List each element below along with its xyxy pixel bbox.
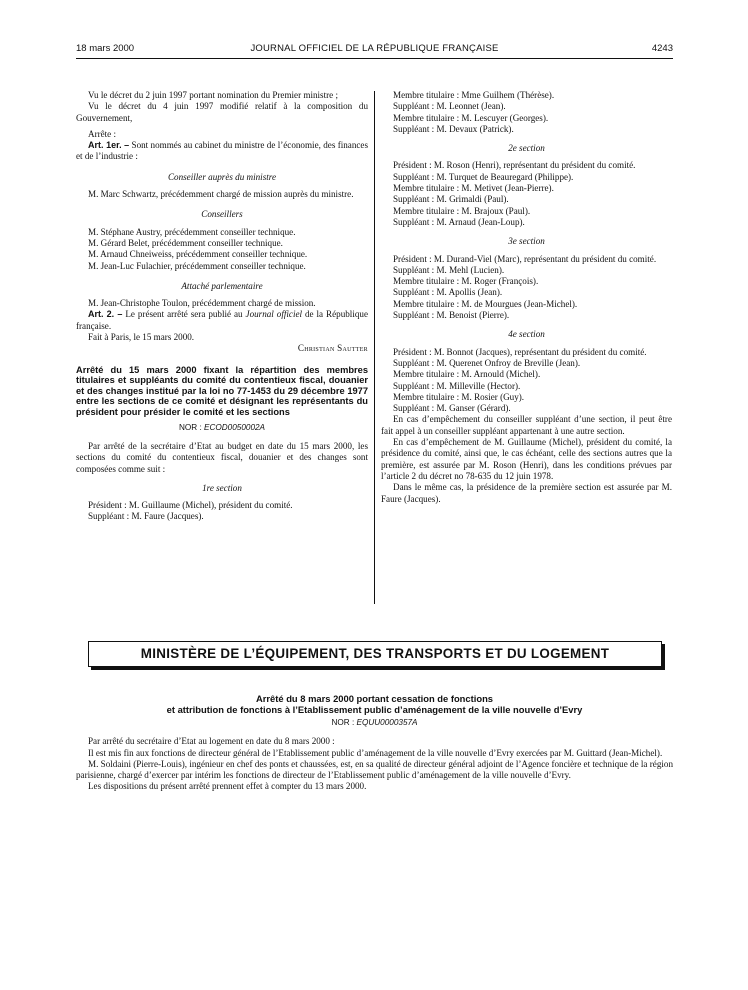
member-line: Suppléant : M. Arnaud (Jean-Loup). — [393, 216, 525, 227]
member-line: Suppléant : M. Querenet Onfroy de Breville (Jean). — [393, 357, 581, 368]
arrete-label: Arrête : — [88, 128, 117, 139]
member-line: Président : M. Roson (Henri), représentant du président du comité. — [393, 160, 636, 171]
member-line: Président : M. Bonnot (Jacques), représentant du président du comité. — [393, 346, 647, 357]
header-rule — [76, 58, 673, 59]
member-line: Suppléant : M. Devaux (Patrick). — [393, 123, 514, 134]
member-line: Suppléant : M. Leonnet (Jean). — [393, 101, 506, 112]
member-line: Suppléant : M. Ganser (Gérard). — [393, 403, 511, 414]
section-4-heading: 4e section — [508, 329, 545, 340]
member-line: Membre titulaire : M. Metivet (Jean-Pierre). — [393, 183, 554, 194]
bottom-title-line-2: et attribution de fonctions à l’Etablissement public d’aménagement de la ville nouvelle d’Evry — [166, 704, 583, 715]
par-arrete: Par arrêté de la secrétaire d’Etat au budget en date du 15 mars 2000, les sections du comité du contentieux fiscal, douanier et des changes sont composées comme suit : — [76, 440, 368, 474]
header-title: JOURNAL OFFICIEL DE LA RÉPUBLIQUE FRANÇAISE — [250, 43, 499, 54]
member-line: Membre titulaire : Mme Guilhem (Thérèse). — [393, 90, 555, 100]
member-line: Membre titulaire : M. Arnould (Michel). — [393, 369, 541, 380]
member-line: Suppléant : M. Turquet de Beauregard (Philippe). — [393, 171, 574, 182]
section-1-heading: 1re section — [202, 482, 242, 493]
member-line: Membre titulaire : M. de Mourgues (Jean-Michel). — [393, 298, 578, 309]
heading-conseillers: Conseillers — [201, 209, 243, 220]
section-2-heading: 2e section — [508, 143, 545, 154]
header-date: 18 mars 2000 — [76, 43, 135, 54]
nor-reference — [76, 422, 368, 433]
nor-code: ECOD0050002A — [204, 422, 266, 432]
right-column — [381, 90, 672, 505]
nor-code: EQUU0000357A — [356, 718, 418, 727]
bottom-nor-reference — [76, 717, 673, 728]
paragraph: En cas d’empêchement du conseiller suppléant d’une section, il peut être fait appel à un conseiller suppléant appartenant à une autre section. — [381, 414, 672, 436]
paragraph: Dans le même cas, la présidence de la première section est assurée par M. Faure (Jacques). — [381, 482, 672, 504]
article-2-text: Le présent arrêté sera publié au — [125, 309, 243, 320]
nor-label: NOR : — [331, 718, 355, 727]
conseiller-item: M. Arnaud Chneiweiss, précédemment conseiller technique. — [88, 249, 308, 260]
article-2-label: Art. 2. – — [88, 309, 123, 320]
member-line: Suppléant : M. Grimaldi (Paul). — [393, 194, 509, 205]
bottom-title-line-1: Arrêté du 8 mars 2000 portant cessation de fonctions — [255, 693, 494, 704]
vu-decret-1: Vu le décret du 2 juin 1997 portant nomination du Premier ministre ; — [88, 90, 338, 100]
nor-label: NOR : — [178, 422, 202, 432]
page-header — [76, 43, 673, 57]
paragraph: Il est mis fin aux fonctions de directeur général de l’Etablissement public d’aménagement de la ville nouvelle d’Evry exercées par M. Guittard (Jean-Michel). — [88, 747, 663, 758]
paragraph: M. Soldaini (Pierre-Louis), ingénieur en chef des ponts et chaussées, est, en sa qualité de directeur général adjoint de l’Agence foncière et technique de la région parisienne, chargé d’exercer par intérim les fonctions de directeur de l’Etablissement public d’aménagement de la ville nouvelle d’Evry. — [76, 758, 673, 781]
member-line: Suppléant : M. Milleville (Hector). — [393, 380, 521, 391]
article-1-text: Sont nommés au cabinet du ministre de l’économie, des finances et de l’industrie : — [76, 140, 368, 162]
paragraph: En cas d’empêchement de M. Guillaume (Michel), président du comité, la présidence du comité, ainsi que, le cas échéant, celle des sections autres que la première, est assurée par M. Roson (Henri), dans les conditions prévues par l’article 2 du décret no 78-635 du 12 juin 1978. — [381, 437, 672, 481]
section-3-heading: 3e section — [508, 236, 545, 247]
column-divider — [374, 91, 375, 604]
member-line: Suppléant : M. Faure (Jacques). — [88, 511, 204, 522]
header-page-number: 4243 — [651, 43, 673, 54]
conseiller-item: M. Jean-Luc Fulachier, précédemment conseiller technique. — [88, 260, 306, 271]
heading-conseiller: Conseiller auprès du ministre — [167, 171, 277, 182]
member-line: Suppléant : M. Benoist (Pierre). — [393, 310, 510, 321]
vu-decret-2: Vu le décret du 4 juin 1997 modifié relatif à la composition du Gouvernement, — [76, 101, 368, 123]
article-1 — [76, 140, 368, 163]
appointment-schwartz: M. Marc Schwartz, précédemment chargé de mission auprès du ministre. — [88, 189, 354, 200]
paragraph: Par arrêté du secrétaire d’Etat au logement en date du 8 mars 2000 : — [88, 736, 335, 747]
paragraph: Les dispositions du présent arrêté prennent effet à compter du 13 mars 2000. — [88, 781, 367, 792]
member-line: Membre titulaire : M. Roger (François). — [393, 276, 539, 287]
member-line: Membre titulaire : M. Lescuyer (Georges). — [393, 112, 549, 123]
member-line: Président : M. Durand-Viel (Marc), représentant du président du comité. — [393, 253, 657, 264]
ministry-banner: MINISTÈRE DE L’ÉQUIPEMENT, DES TRANSPORTS ET DU LOGEMENT — [88, 641, 662, 667]
member-line: Suppléant : M. Apollis (Jean). — [393, 287, 503, 298]
member-line: Membre titulaire : M. Brajoux (Paul). — [393, 205, 531, 216]
conseiller-item: M. Stéphane Austry, précédemment conseiller technique. — [88, 226, 296, 237]
article-2-text-end: de la République française. — [76, 309, 368, 331]
left-column — [76, 90, 368, 523]
arrete-title: Arrêté du 15 mars 2000 fixant la répartition des membres titulaires et suppléants du comité du contentieux fiscal, douanier et des changes institué par la loi no 77-1453 du 29 décembre 1977 entre les sections de ce comité et désignant les représentants du président pour présider le comité et les sections — [76, 364, 368, 418]
article-1-label: Art. 1er. – — [88, 140, 130, 151]
appointment-toulon: M. Jean-Christophe Toulon, précédemment chargé de mission. — [88, 298, 316, 309]
conseiller-item: M. Gérard Belet, précédemment conseiller technique. — [88, 237, 283, 248]
signature: Christian Sautter — [297, 343, 368, 354]
member-line: Président : M. Guillaume (Michel), président du comité. — [88, 500, 293, 511]
bottom-arrete — [76, 693, 673, 793]
fait-a-paris: Fait à Paris, le 15 mars 2000. — [88, 332, 195, 343]
member-line: Suppléant : M. Mehl (Lucien). — [393, 264, 505, 275]
journal-officiel-ref: Journal officiel — [245, 309, 303, 320]
heading-attache: Attaché parlementaire — [181, 280, 263, 291]
article-2 — [76, 309, 368, 332]
member-line: Membre titulaire : M. Rosier (Guy). — [393, 391, 525, 402]
